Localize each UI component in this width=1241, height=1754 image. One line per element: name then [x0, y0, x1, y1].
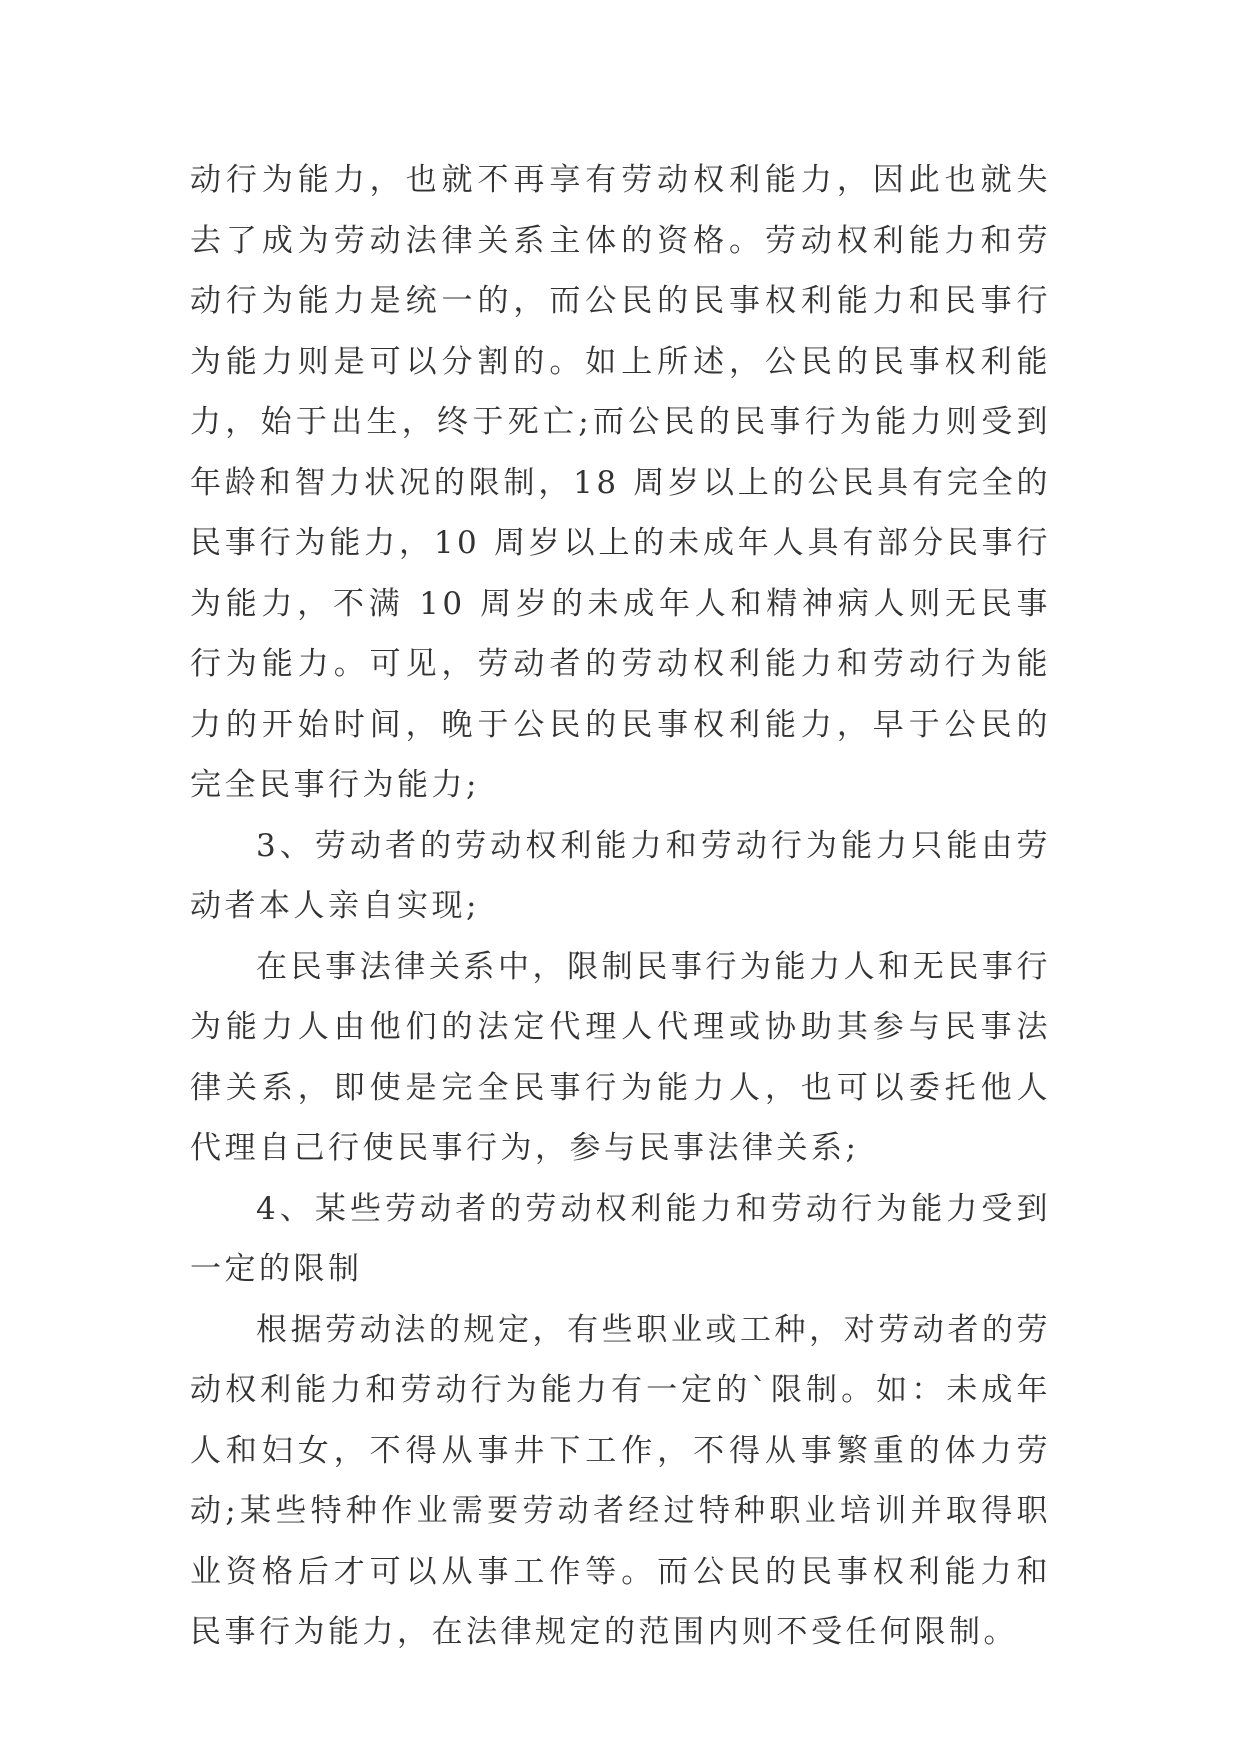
paragraph-5: 根据劳动法的规定，有些职业或工种，对劳动者的劳动权利能力和劳动行为能力有一定的`限制。如：未成年人和妇女，不得从事井下工作，不得从事繁重的体力劳动;某些特种作业需要劳动者经过特种职业培训并取得职业资格后才可以从事工作等。而公民的民事权利能力和民事行为能力，在法律规定的范围内则不受任何限制。: [190, 1311, 1051, 1650]
paragraph-2: 3、劳动者的劳动权利能力和劳动行为能力只能由劳动者本人亲自实现;: [190, 827, 1051, 924]
paragraph-3: 在民事法律关系中，限制民事行为能力人和无民事行为能力人由他们的法定代理人代理或协助其参与民事法律关系，即使是完全民事行为能力人，也可以委托他人代理自己行使民事行为，参与民事法律关系;: [190, 948, 1051, 1166]
paragraph-4: 4、某些劳动者的劳动权利能力和劳动行为能力受到一定的限制: [190, 1190, 1051, 1287]
document-body: [190, 150, 1051, 1663]
paragraph-1: 动行为能力，也就不再享有劳动权利能力，因此也就失去了成为劳动法律关系主体的资格。劳动权利能力和劳动行为能力是统一的，而公民的民事权利能力和民事行为能力则是可以分割的。如上所述，公民的民事权利能力，始于出生，终于死亡;而公民的民事行为能力则受到年龄和智力状况的限制，18 周岁以上的公民具有完全的民事行为能力，10 周岁以上的未成年人具有部分民事行为能力，不满 10 周岁的未成年人和精神病人则无民事行为能力。可见，劳动者的劳动权利能力和劳动行为能力的开始时间，晚于公民的民事权利能力，早于公民的完全民事行为能力;: [190, 162, 1051, 803]
